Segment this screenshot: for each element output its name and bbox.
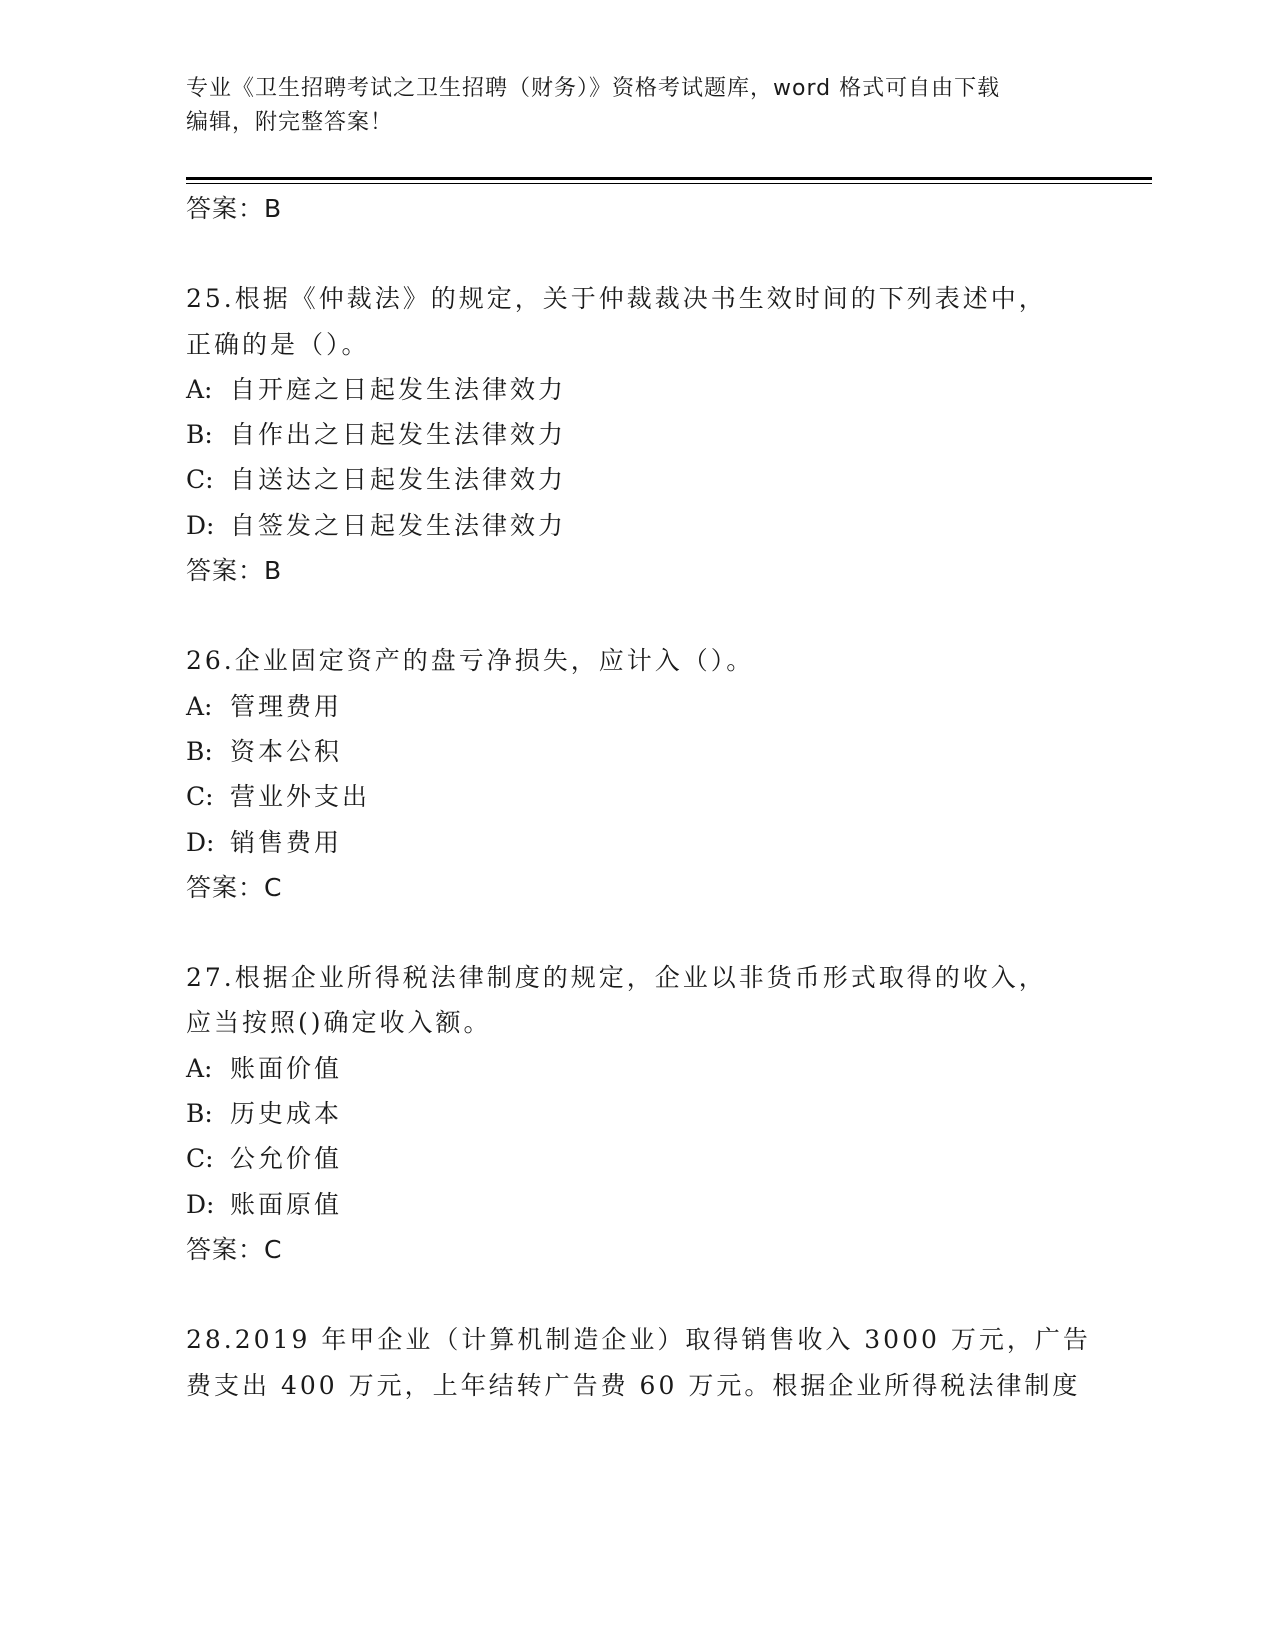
header-line-1: 专业《卫生招聘考试之卫生招聘（财务）》资格考试题库，word 格式可自由下载 <box>186 76 1001 101</box>
option-c <box>186 1136 1086 1181</box>
question-25 <box>186 276 1086 593</box>
option-text: 账面原值 <box>230 1189 343 1219</box>
answer-line: 答案：C <box>186 1234 283 1264</box>
document-header <box>186 72 1066 140</box>
question-stem: 28.2019 年甲企业（计算机制造企业）取得销售收入 3000 万元，广告 <box>186 1325 1091 1355</box>
answer-line: 答案：B <box>186 556 283 586</box>
option-letter: D: <box>186 510 215 540</box>
option-letter: D: <box>186 1189 215 1219</box>
question-stem: 费支出 400 万元，上年结转广告费 60 万元。根据企业所得税法律制度 <box>186 1370 1081 1400</box>
question-28 <box>186 1317 1091 1408</box>
option-letter: C: <box>186 1144 214 1174</box>
question-stem: 27.根据企业所得税法律制度的规定，企业以非货币形式取得的收入， <box>186 963 1047 993</box>
option-b <box>186 1091 1086 1136</box>
option-c <box>186 774 1086 819</box>
option-a <box>186 367 1086 412</box>
question-stem: 应当按照()确定收入额。 <box>186 1008 492 1038</box>
option-text: 自作出之日起发生法律效力 <box>230 420 567 450</box>
option-text: 自签发之日起发生法律效力 <box>230 510 567 540</box>
option-d <box>186 820 1086 865</box>
option-letter: C: <box>186 465 214 495</box>
option-a <box>186 1046 1086 1091</box>
option-c <box>186 457 1086 502</box>
question-stem: 25.根据《仲裁法》的规定，关于仲裁裁决书生效时间的下列表述中， <box>186 284 1047 314</box>
option-letter: A: <box>186 691 213 721</box>
option-b <box>186 412 1086 457</box>
option-a <box>186 684 1086 729</box>
option-letter: B: <box>186 1099 213 1129</box>
option-text: 资本公积 <box>230 736 343 766</box>
question-26 <box>186 638 1086 910</box>
option-text: 营业外支出 <box>230 782 371 812</box>
answer-line: 答案：C <box>186 872 283 902</box>
answer-line: 答案：B <box>186 194 283 223</box>
option-letter: C: <box>186 782 214 812</box>
question-list <box>186 186 1091 1408</box>
option-letter: A: <box>186 1053 213 1083</box>
question-stem: 正确的是（）。 <box>186 329 370 359</box>
option-text: 销售费用 <box>230 827 343 857</box>
question-stem: 26.企业固定资产的盘亏净损失，应计入（）。 <box>186 646 755 676</box>
header-divider-thin <box>186 183 1152 184</box>
option-text: 自开庭之日起发生法律效力 <box>230 374 567 404</box>
option-letter: B: <box>186 736 213 766</box>
option-d <box>186 503 1086 548</box>
question-27 <box>186 955 1086 1272</box>
option-text: 管理费用 <box>230 691 343 721</box>
option-letter: D: <box>186 827 215 857</box>
header-line-2: 编辑，附完整答案！ <box>186 110 394 135</box>
option-text: 公允价值 <box>230 1144 343 1174</box>
option-text: 自送达之日起发生法律效力 <box>230 465 567 495</box>
option-letter: B: <box>186 420 213 450</box>
option-b <box>186 729 1086 774</box>
option-letter: A: <box>186 374 213 404</box>
option-text: 账面价值 <box>230 1053 343 1083</box>
option-d <box>186 1182 1086 1227</box>
header-divider-thick <box>186 177 1152 180</box>
option-text: 历史成本 <box>230 1099 343 1129</box>
